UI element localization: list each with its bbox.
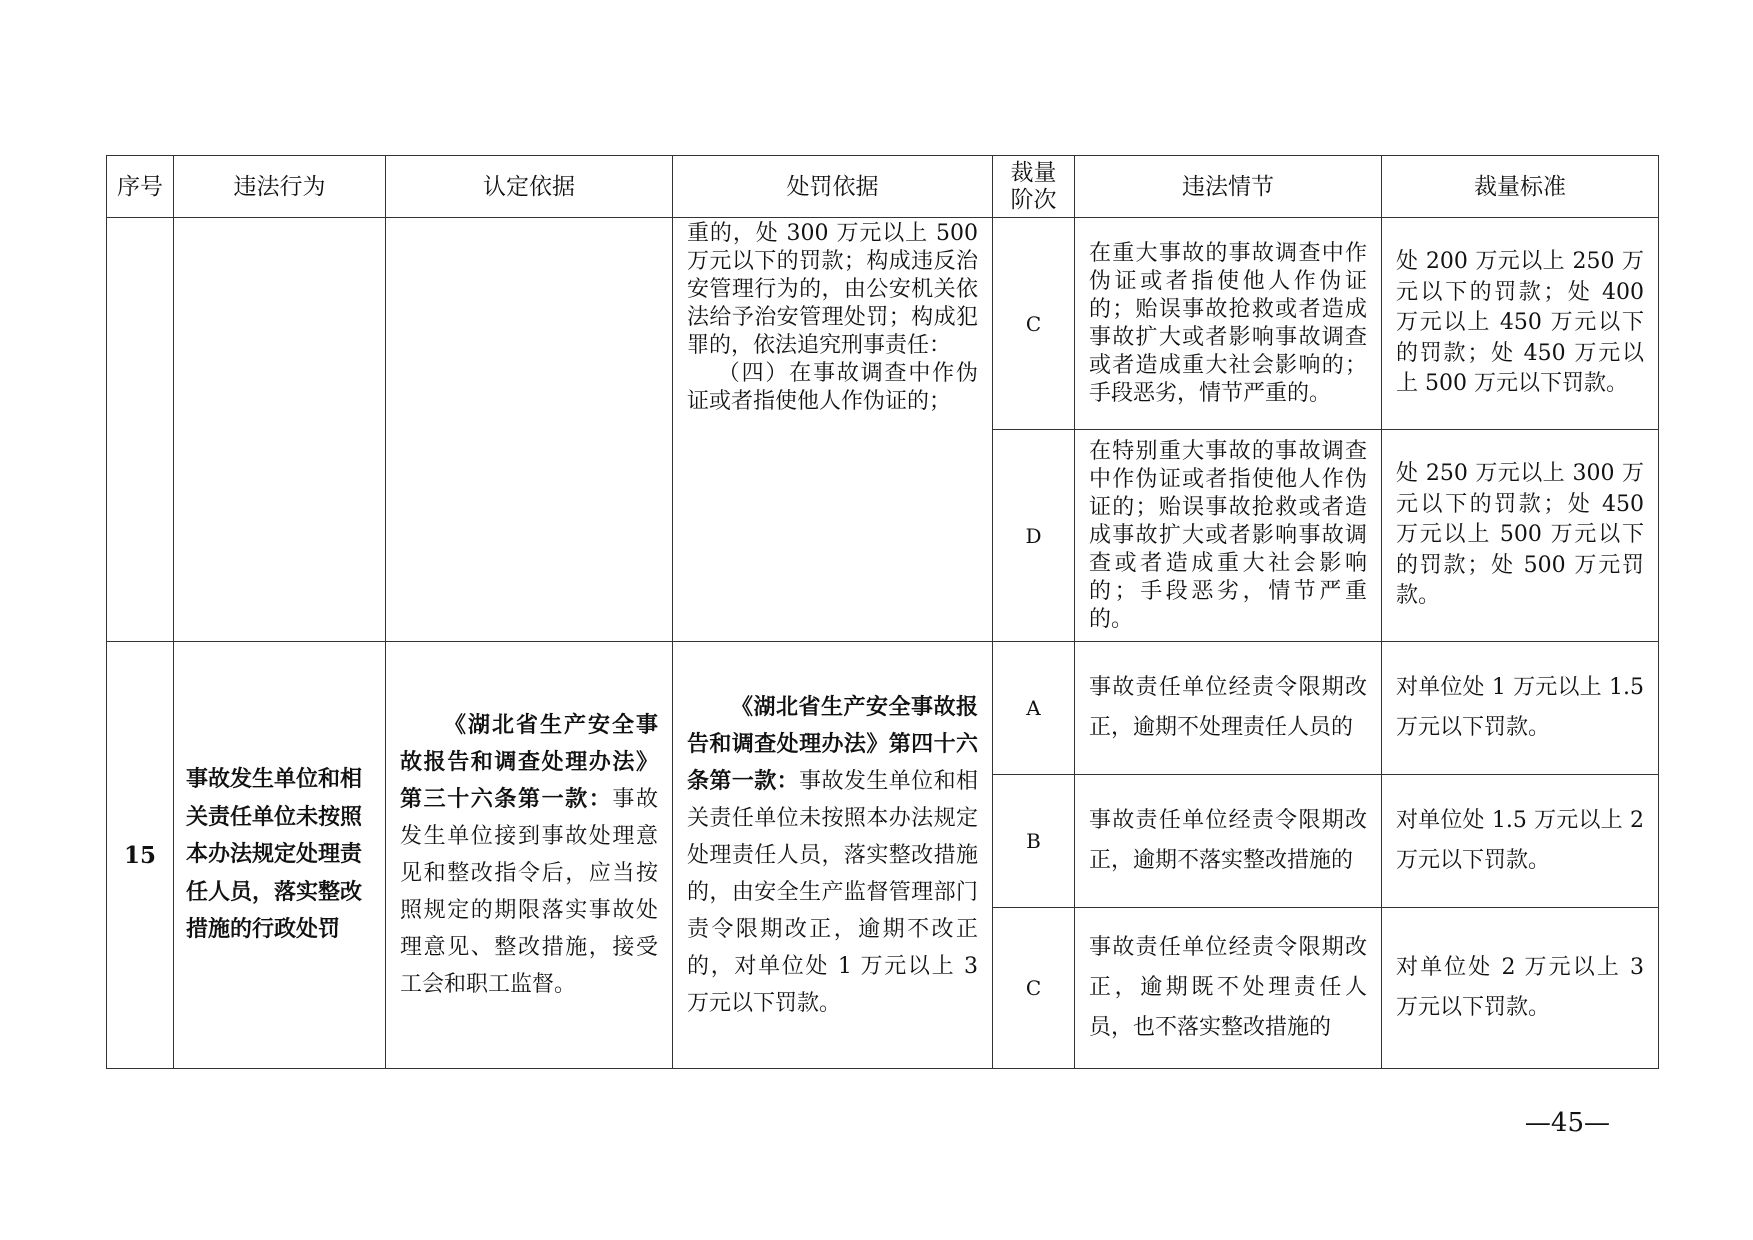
basis-cell	[386, 642, 673, 1069]
standard-cell: 对单位处 1.5 万元以上 2 万元以下罚款。	[1382, 775, 1659, 908]
header-level: 裁量阶次	[993, 156, 1075, 218]
seq-number: 15	[107, 642, 174, 1069]
header-violation: 违法行为	[174, 156, 386, 218]
circumstance-cell: 在特别重大事故的事故调查中作伪证或者指使他人作伪证的；贻误事故抢救或者造成事故扩大或者影响事故调查或者造成重大社会影响的；手段恶劣，情节严重的。	[1075, 430, 1382, 642]
header-row	[107, 156, 1659, 218]
seq-cell-continued	[107, 218, 174, 642]
page-number: —45—	[1524, 1108, 1610, 1138]
penalty-content	[673, 689, 992, 1022]
violation-cell-continued	[174, 218, 386, 642]
header-basis: 认定依据	[386, 156, 673, 218]
standard-cell: 处 250 万元以上 300 万元以下的罚款；处 450 万元以上 500 万元以下的罚款；处 500 万元罚款。	[1382, 430, 1659, 642]
basis-text: 事故发生单位接到事故处理意见和整改指令后，应当按照规定的期限落实事故处理意见、整改措施，接受工会和职工监督。	[400, 787, 658, 997]
standard-cell: 对单位处 2 万元以上 3 万元以下罚款。	[1382, 908, 1659, 1069]
standard-cell: 对单位处 1 万元以上 1.5 万元以下罚款。	[1382, 642, 1659, 775]
table-row	[107, 218, 1659, 430]
level-grade: B	[993, 775, 1075, 908]
basis-law-title: 《湖北省生产安全事故报告和调查处理办法》第三十六条第一款：	[400, 713, 658, 812]
level-grade: D	[993, 430, 1075, 642]
penalty-discretion-table	[106, 155, 1659, 1069]
standard-cell: 处 200 万元以上 250 万元以下的罚款；处 400 万元以上 450 万元以下的罚款；处 450 万元以上 500 万元以下罚款。	[1382, 218, 1659, 430]
penalty-basis-cell	[673, 642, 993, 1069]
circumstance-cell: 在重大事故的事故调查中作伪证或者指使他人作伪证的；贻误事故抢救或者造成事故扩大或者影响事故调查或者造成重大社会影响的；手段恶劣，情节严重的。	[1075, 218, 1382, 430]
violation-text: 事故发生单位和相关责任单位未按照本办法规定处理责任人员，落实整改措施的行政处罚	[186, 767, 363, 943]
violation-cell	[174, 642, 386, 1069]
circumstance-cell: 事故责任单位经责令限期改正，逾期不落实整改措施的	[1075, 775, 1382, 908]
basis-content	[386, 707, 672, 1003]
circumstance-cell: 事故责任单位经责令限期改正，逾期既不处理责任人员，也不落实整改措施的	[1075, 908, 1382, 1069]
header-standard: 裁量标准	[1382, 156, 1659, 218]
penalty-basis-text: 重的，处 300 万元以上 500 万元以下的罚款；构成违反治安管理行为的，由公安机关依法给予治安管理处罚；构成犯罪的，依法追究刑事责任：	[687, 221, 978, 358]
header-circumstance: 违法情节	[1075, 156, 1382, 218]
header-seq: 序号	[107, 156, 174, 218]
penalty-basis-item: （四）在事故调查中作伪证或者指使他人作伪证的；	[687, 361, 978, 414]
level-grade: A	[993, 642, 1075, 775]
penalty-text: 事故发生单位和相关责任单位未按照本办法规定处理责任人员，落实整改措施的，由安全生产监督管理部门责令限期改正，逾期不改正的，对单位处 1 万元以上 3 万元以下罚款。	[687, 768, 978, 1016]
header-penalty-basis: 处罚依据	[673, 156, 993, 218]
level-grade: C	[993, 218, 1075, 430]
penalty-basis-cell-continued	[673, 218, 993, 642]
basis-cell-continued	[386, 218, 673, 642]
circumstance-cell: 事故责任单位经责令限期改正，逾期不处理责任人员的	[1075, 642, 1382, 775]
penalty-law-title: 《湖北省生产安全事故报告和调查处理办法》第四十六条第一款：	[687, 694, 978, 794]
table-row	[107, 642, 1659, 775]
level-grade: C	[993, 908, 1075, 1069]
